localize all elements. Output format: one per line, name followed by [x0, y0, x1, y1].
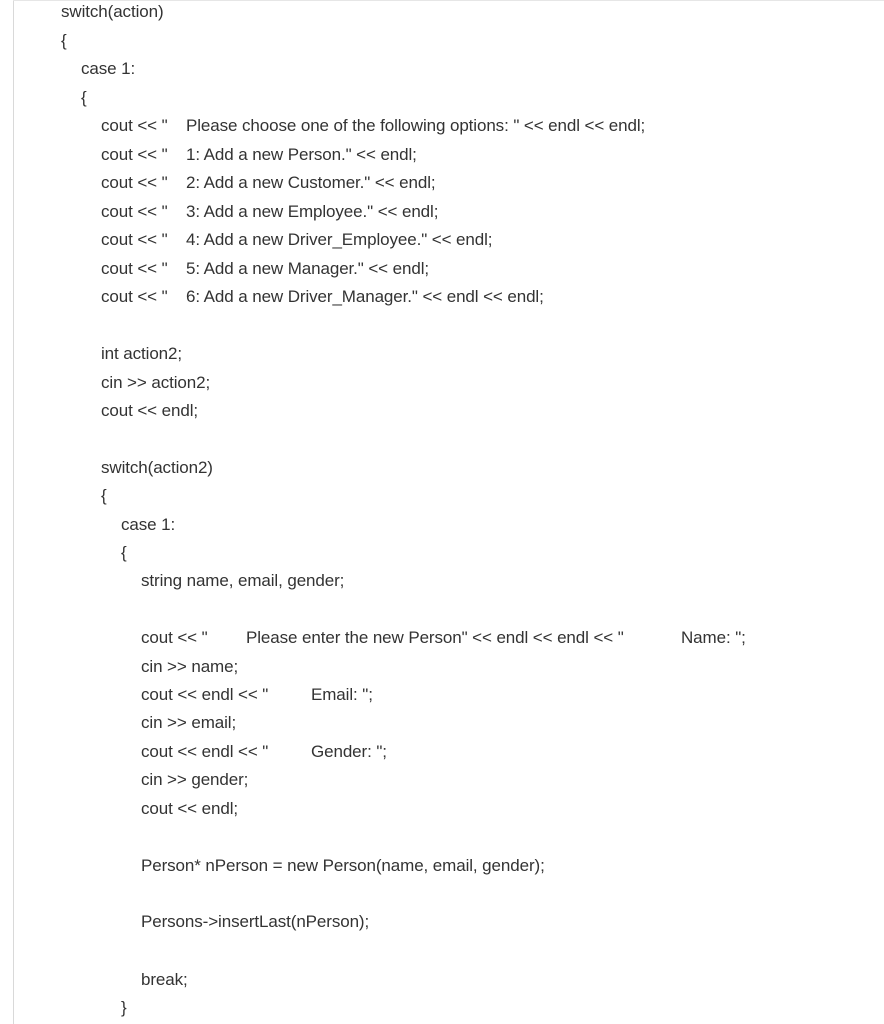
- code-line: switch(action2): [101, 458, 213, 477]
- code-line: {: [81, 88, 87, 107]
- code-line: cin >> email;: [141, 713, 237, 732]
- code-segment: cout << ": [101, 173, 168, 192]
- code-line: Persons->insertLast(nPerson);: [141, 912, 370, 931]
- code-segment: Please choose one of the following options: " << endl << endl;: [186, 116, 646, 135]
- code-line: [141, 741, 541, 763]
- code-line: cin >> action2;: [101, 373, 211, 392]
- code-line: Person* nPerson = new Person(name, email, gender);: [141, 856, 545, 875]
- code-segment: cout << ": [101, 145, 168, 164]
- code-segment: 1: Add a new Person." << endl;: [186, 145, 417, 164]
- code-line: break;: [141, 970, 188, 989]
- code-segment: 3: Add a new Employee." << endl;: [186, 202, 439, 221]
- code-line: string name, email, gender;: [141, 571, 345, 590]
- code-segment: Name: ";: [681, 628, 746, 647]
- code-segment: cout << ": [101, 202, 168, 221]
- code-segment: 4: Add a new Driver_Employee." << endl;: [186, 230, 493, 249]
- code-line: [101, 286, 801, 308]
- code-segment: Gender: ";: [311, 742, 387, 761]
- code-line: {: [101, 486, 107, 505]
- code-segment: 2: Add a new Customer." << endl;: [186, 173, 436, 192]
- code-line: [101, 201, 801, 223]
- code-line: [141, 627, 821, 649]
- code-line: }: [121, 998, 127, 1017]
- code-segment: cout << ": [101, 230, 168, 249]
- code-segment: cout << ": [101, 259, 168, 278]
- code-line: case 1:: [81, 59, 136, 78]
- code-segment: cout << ": [101, 287, 168, 306]
- code-line: case 1:: [121, 515, 176, 534]
- code-line: {: [61, 31, 67, 50]
- code-segment: 6: Add a new Driver_Manager." << endl << endl;: [186, 287, 544, 306]
- code-line: switch(action): [61, 2, 164, 21]
- code-segment: cout << ": [141, 628, 208, 647]
- code-segment: cout << ": [101, 116, 168, 135]
- code-line: cin >> gender;: [141, 770, 249, 789]
- code-line: int action2;: [101, 344, 183, 363]
- code-line: [101, 144, 801, 166]
- code-line: [101, 115, 801, 137]
- code-segment: Please enter the new Person" << endl << endl << ": [246, 628, 624, 647]
- code-segment: 5: Add a new Manager." << endl;: [186, 259, 430, 278]
- code-line: cout << endl;: [101, 401, 198, 420]
- code-line: [101, 229, 801, 251]
- code-line: cin >> name;: [141, 657, 239, 676]
- code-line: [101, 258, 801, 280]
- code-line: [141, 684, 541, 706]
- code-line: [101, 172, 801, 194]
- code-segment: cout << endl << ": [141, 685, 269, 704]
- code-segment: Email: ";: [311, 685, 373, 704]
- code-line: cout << endl;: [141, 799, 238, 818]
- code-segment: cout << endl << ": [141, 742, 269, 761]
- code-line: {: [121, 543, 127, 562]
